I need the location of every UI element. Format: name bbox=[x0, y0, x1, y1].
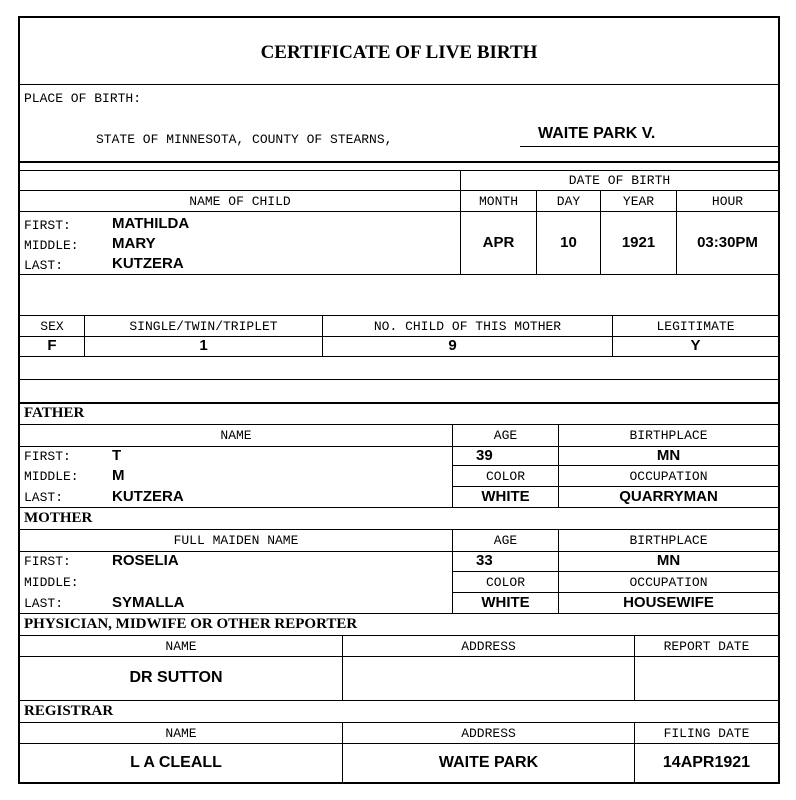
divider bbox=[20, 356, 778, 357]
mother-occupation-header: OCCUPATION bbox=[629, 575, 708, 590]
plurality-value: 1 bbox=[199, 337, 208, 354]
divider bbox=[452, 465, 778, 466]
divider bbox=[20, 211, 778, 212]
divider bbox=[20, 336, 778, 337]
child-first-label: FIRST: bbox=[24, 218, 71, 233]
sex-header: SEX bbox=[40, 319, 64, 334]
child-number-value: 9 bbox=[448, 337, 457, 354]
physician-address-header: ADDRESS bbox=[461, 639, 516, 654]
father-birthplace: MN bbox=[656, 447, 681, 464]
date-of-birth-header: DATE OF BIRTH bbox=[568, 173, 671, 188]
father-middle-name: M bbox=[112, 467, 125, 484]
father-last-name: KUTZERA bbox=[112, 488, 184, 505]
filing-date-header: FILING DATE bbox=[663, 726, 750, 741]
child-middle-label: MIDDLE: bbox=[24, 238, 79, 253]
mother-occupation: HOUSEWIFE bbox=[623, 594, 714, 611]
divider bbox=[20, 635, 778, 636]
mother-name-header: FULL MAIDEN NAME bbox=[173, 533, 299, 548]
mother-last-label: LAST: bbox=[24, 596, 64, 611]
divider bbox=[20, 161, 778, 163]
father-color-header: COLOR bbox=[485, 469, 525, 484]
physician-section-title: PHYSICIAN, MIDWIFE OR OTHER REPORTER bbox=[24, 616, 358, 632]
father-age: 39 bbox=[476, 447, 493, 464]
father-last-label: LAST: bbox=[24, 490, 64, 505]
divider bbox=[20, 700, 778, 701]
child-number-header: NO. CHILD OF THIS MOTHER bbox=[373, 319, 562, 334]
birth-year: 1921 bbox=[621, 234, 656, 251]
mother-last-name: SYMALLA bbox=[112, 594, 185, 611]
sex-value: F bbox=[47, 337, 57, 354]
father-color: WHITE bbox=[481, 488, 530, 505]
place-of-birth-label: PLACE OF BIRTH: bbox=[24, 91, 142, 106]
mother-age: 33 bbox=[476, 552, 493, 569]
divider bbox=[20, 529, 778, 530]
registrar-name-header: NAME bbox=[165, 726, 197, 741]
mother-first-label: FIRST: bbox=[24, 554, 71, 569]
father-first-label: FIRST: bbox=[24, 449, 71, 464]
physician-name: DR SUTTON bbox=[129, 669, 223, 686]
divider bbox=[20, 613, 778, 614]
mother-birthplace: MN bbox=[656, 552, 681, 569]
mother-middle-label: MIDDLE: bbox=[24, 575, 79, 590]
father-occupation-header: OCCUPATION bbox=[629, 469, 708, 484]
father-birthplace-header: BIRTHPLACE bbox=[629, 428, 708, 443]
divider bbox=[20, 424, 778, 425]
birth-hour: 03:30PM bbox=[697, 234, 758, 251]
divider bbox=[20, 379, 778, 380]
place-of-birth-state-county: STATE OF MINNESOTA, COUNTY OF STEARNS, bbox=[96, 132, 393, 147]
divider bbox=[20, 315, 778, 316]
father-middle-label: MIDDLE: bbox=[24, 469, 79, 484]
day-header: DAY bbox=[556, 194, 581, 209]
divider bbox=[452, 592, 778, 593]
divider bbox=[20, 274, 778, 275]
registrar-name: L A CLEALL bbox=[130, 754, 222, 771]
father-age-header: AGE bbox=[493, 428, 518, 443]
father-occupation: QUARRYMAN bbox=[619, 488, 718, 505]
certificate-title: CERTIFICATE OF LIVE BIRTH bbox=[260, 42, 538, 63]
town-underline bbox=[520, 146, 778, 147]
registrar-address: WAITE PARK bbox=[438, 754, 539, 771]
divider bbox=[20, 743, 778, 744]
child-first-name: MATHILDA bbox=[112, 215, 190, 232]
month-header: MONTH bbox=[478, 194, 518, 209]
filing-date: 14APR1921 bbox=[662, 754, 751, 771]
birth-certificate bbox=[18, 16, 780, 784]
physician-name-header: NAME bbox=[165, 639, 197, 654]
divider bbox=[452, 571, 778, 572]
registrar-section-title: REGISTRAR bbox=[24, 703, 114, 719]
divider bbox=[20, 722, 778, 723]
divider bbox=[20, 656, 778, 657]
mother-color-header: COLOR bbox=[485, 575, 525, 590]
father-name-header: NAME bbox=[220, 428, 252, 443]
mother-birthplace-header: BIRTHPLACE bbox=[629, 533, 708, 548]
child-middle-name: MARY bbox=[112, 235, 156, 252]
divider bbox=[20, 84, 778, 85]
mother-age-header: AGE bbox=[493, 533, 518, 548]
child-last-label: LAST: bbox=[24, 258, 64, 273]
mother-first-name: ROSELIA bbox=[112, 552, 179, 569]
divider bbox=[452, 486, 778, 487]
year-header: YEAR bbox=[622, 194, 655, 209]
father-first-name: T bbox=[112, 447, 122, 464]
father-section-title: FATHER bbox=[24, 405, 85, 421]
place-of-birth-town: WAITE PARK V. bbox=[538, 125, 656, 142]
divider bbox=[20, 402, 778, 404]
divider bbox=[20, 170, 778, 171]
child-last-name: KUTZERA bbox=[112, 255, 184, 272]
divider bbox=[20, 190, 778, 191]
birth-day: 10 bbox=[560, 234, 577, 251]
registrar-address-header: ADDRESS bbox=[461, 726, 516, 741]
name-of-child-header: NAME OF CHILD bbox=[189, 194, 291, 209]
hour-header: HOUR bbox=[711, 194, 744, 209]
divider bbox=[20, 507, 778, 508]
mother-color: WHITE bbox=[481, 594, 530, 611]
birth-month: APR bbox=[482, 234, 515, 251]
legitimate-value: Y bbox=[690, 337, 701, 354]
report-date-header: REPORT DATE bbox=[663, 639, 750, 654]
mother-section-title: MOTHER bbox=[24, 510, 93, 526]
legitimate-header: LEGITIMATE bbox=[656, 319, 735, 334]
plurality-header: SINGLE/TWIN/TRIPLET bbox=[129, 319, 278, 334]
